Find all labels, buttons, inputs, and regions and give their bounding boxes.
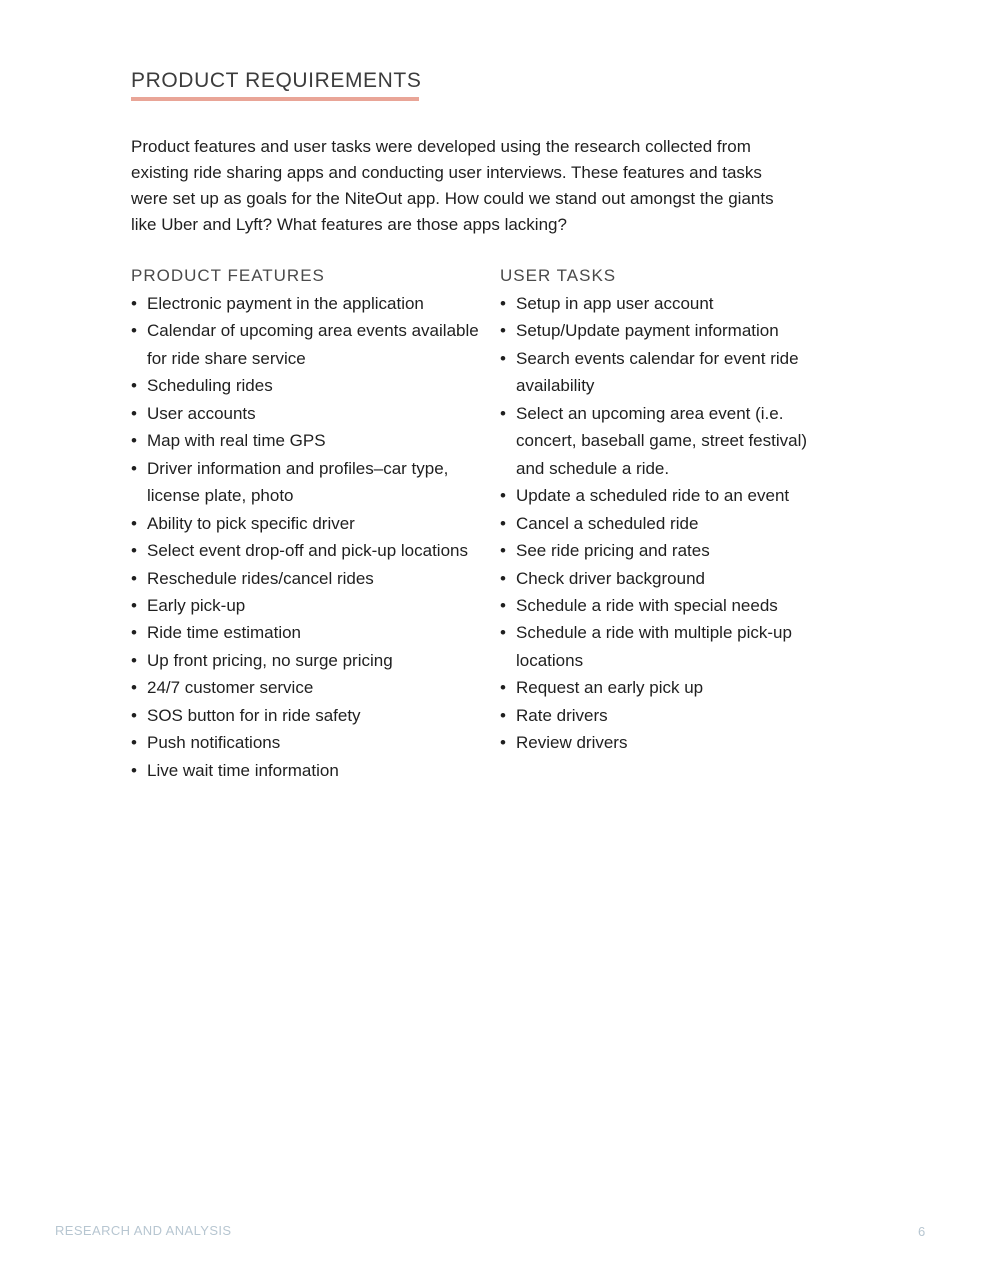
task-item: • Setup/Update payment information	[500, 317, 840, 344]
task-item: • Schedule a ride with multiple pick-up locations	[500, 619, 840, 674]
feature-item: • Ability to pick specific driver	[131, 510, 491, 537]
task-item: • Update a scheduled ride to an event	[500, 482, 840, 509]
feature-item: • Ride time estimation	[131, 619, 491, 646]
task-item: • Rate drivers	[500, 702, 840, 729]
user-tasks-column	[500, 263, 840, 757]
feature-item: • Up front pricing, no surge pricing	[131, 647, 491, 674]
task-item: • See ride pricing and rates	[500, 537, 840, 564]
feature-item: • Driver information and profiles–car type, license plate, photo	[131, 455, 491, 510]
task-item: • Cancel a scheduled ride	[500, 510, 840, 537]
feature-item: • Calendar of upcoming area events available for ride share service	[131, 317, 491, 372]
product-features-heading: PRODUCT FEATURES	[131, 266, 325, 285]
feature-item: • 24/7 customer service	[131, 674, 491, 701]
task-item: • Setup in app user account	[500, 290, 840, 317]
task-item: • Request an early pick up	[500, 674, 840, 701]
title-underline	[131, 97, 419, 101]
page-number: 6	[918, 1224, 926, 1239]
feature-item: • Reschedule rides/cancel rides	[131, 565, 491, 592]
footer-section-label: RESEARCH AND ANALYSIS	[55, 1223, 232, 1238]
task-item: • Search events calendar for event ride availability	[500, 345, 840, 400]
product-features-column	[131, 263, 491, 784]
user-tasks-heading: USER TASKS	[500, 266, 617, 285]
task-item: • Schedule a ride with special needs	[500, 592, 840, 619]
feature-item: • Push notifications	[131, 729, 491, 756]
feature-item: • Electronic payment in the application	[131, 290, 491, 317]
task-item: • Review drivers	[500, 729, 840, 756]
task-item: • Check driver background	[500, 565, 840, 592]
feature-item: • Map with real time GPS	[131, 427, 491, 454]
intro-paragraph: Product features and user tasks were developed using the research collected from existing ride sharing apps and conducting user interviews. These features and tasks were set up as goals for the NiteOut app. How could we stand out amongst the giants like Uber and Lyft? What features are those apps lacking?	[131, 137, 774, 234]
product-features-list	[131, 290, 491, 784]
feature-item: • Select event drop-off and pick-up locations	[131, 537, 491, 564]
page-title: PRODUCT REQUIREMENTS	[131, 69, 422, 92]
feature-item: • Scheduling rides	[131, 372, 491, 399]
user-tasks-list	[500, 290, 840, 757]
feature-item: • Early pick-up	[131, 592, 491, 619]
feature-item: • Live wait time information	[131, 757, 491, 784]
feature-item: • SOS button for in ride safety	[131, 702, 491, 729]
task-item: • Select an upcoming area event (i.e. concert, baseball game, street festival) and schedule a ride.	[500, 400, 840, 482]
feature-item: • User accounts	[131, 400, 491, 427]
